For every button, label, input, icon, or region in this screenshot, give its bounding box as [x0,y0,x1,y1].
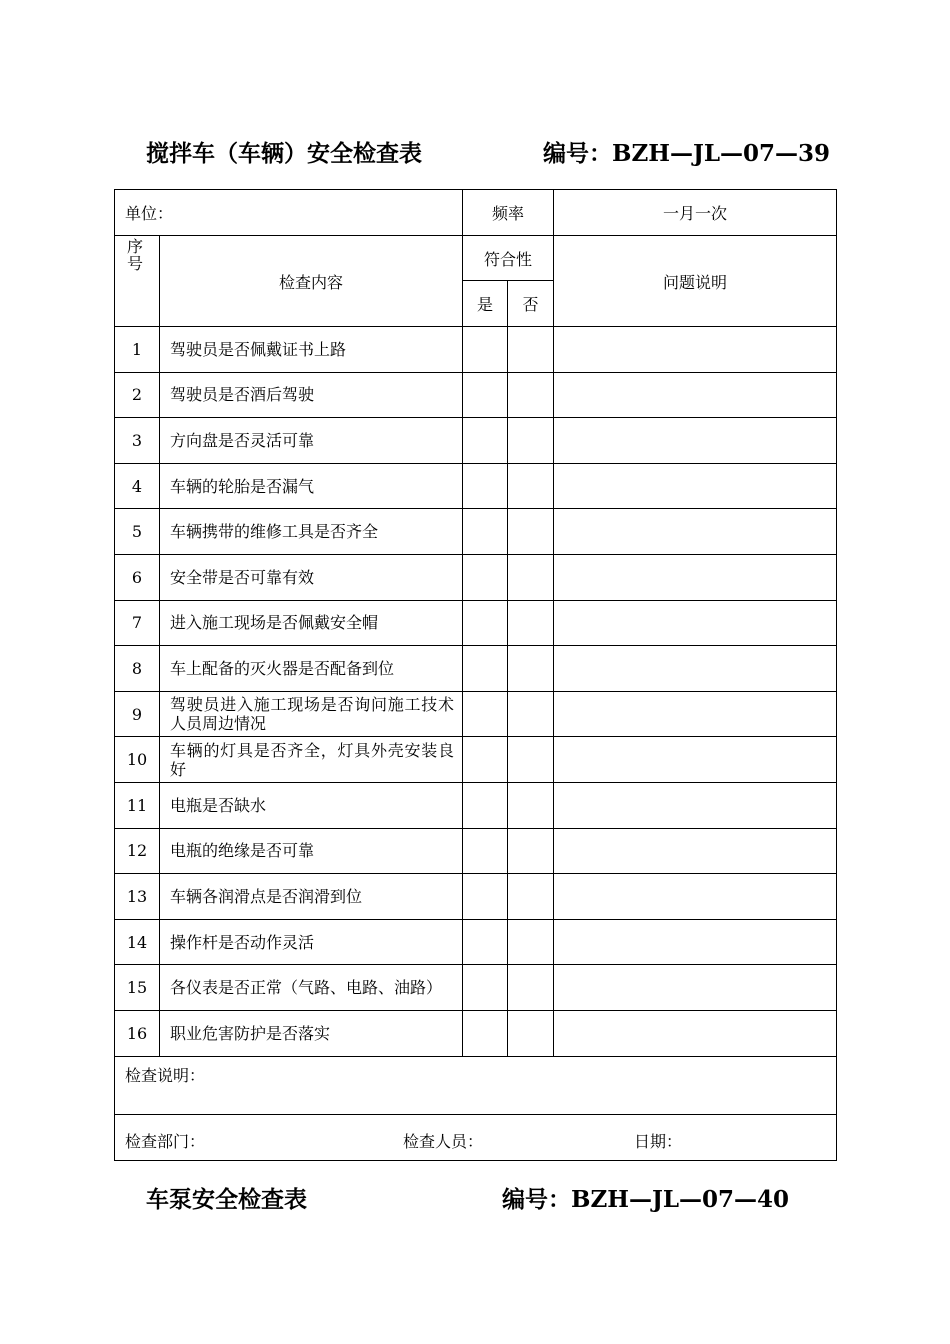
issue-cell[interactable] [554,463,837,509]
content-header: 检查内容 [160,236,463,327]
signature-row [115,1114,837,1160]
inspector-label: 检查人员： [403,1131,484,1151]
table-row [115,737,837,783]
issue-cell[interactable] [554,1010,837,1056]
check-item: 车辆的灯具是否齐全，灯具外壳安装良好 [160,737,463,783]
table-row [115,554,837,600]
date-label: 日期： [634,1131,683,1151]
form-code: 编号：BZH—JL—07—39 [543,140,831,167]
row-number: 2 [115,372,160,418]
table-row [115,509,837,555]
yes-cell[interactable] [463,782,508,828]
yes-cell[interactable] [463,965,508,1011]
check-item: 车辆携带的维修工具是否齐全 [160,509,463,555]
row-number: 13 [115,874,160,920]
no-cell[interactable] [508,327,554,373]
form-title: 搅拌车（车辆）安全检查表 [146,140,422,167]
issue-cell[interactable] [554,874,837,920]
table-row [115,372,837,418]
check-item: 驾驶员进入施工现场是否询问施工技术人员周边情况 [160,691,463,737]
notes-label: 检查说明： [125,1065,206,1085]
no-cell[interactable] [508,737,554,783]
check-item: 方向盘是否灵活可靠 [160,418,463,464]
row-number: 10 [115,737,160,783]
row-number: 12 [115,828,160,874]
issue-cell[interactable] [554,646,837,692]
issue-cell[interactable] [554,737,837,783]
yes-header: 是 [463,281,508,327]
table-row [115,1010,837,1056]
check-item: 操作杆是否动作灵活 [160,919,463,965]
no-cell[interactable] [508,965,554,1011]
row-number: 11 [115,782,160,828]
check-item: 电瓶的绝缘是否可靠 [160,828,463,874]
issue-cell[interactable] [554,554,837,600]
issue-cell[interactable] [554,509,837,555]
no-cell[interactable] [508,554,554,600]
yes-cell[interactable] [463,600,508,646]
check-item: 电瓶是否缺水 [160,782,463,828]
issue-cell[interactable] [554,828,837,874]
frequency-value: 一月一次 [554,190,837,236]
table-row [115,691,837,737]
row-number: 1 [115,327,160,373]
issue-cell[interactable] [554,372,837,418]
no-header: 否 [508,281,554,327]
no-cell[interactable] [508,509,554,555]
table-row [115,828,837,874]
yes-cell[interactable] [463,874,508,920]
check-item: 进入施工现场是否佩戴安全帽 [160,600,463,646]
table-row [115,418,837,464]
row-number: 4 [115,463,160,509]
dept-label: 检查部门： [125,1131,206,1151]
no-cell[interactable] [508,646,554,692]
yes-cell[interactable] [463,463,508,509]
check-item: 职业危害防护是否落实 [160,1010,463,1056]
no-cell[interactable] [508,828,554,874]
row-number: 5 [115,509,160,555]
no-cell[interactable] [508,1010,554,1056]
row-number: 16 [115,1010,160,1056]
row-number: 6 [115,554,160,600]
no-cell[interactable] [508,782,554,828]
table-row [115,965,837,1011]
issue-cell[interactable] [554,919,837,965]
issue-cell[interactable] [554,782,837,828]
check-item: 车上配备的灭火器是否配备到位 [160,646,463,692]
next-form-code: 编号：BZH—JL—07—40 [502,1186,790,1213]
yes-cell[interactable] [463,737,508,783]
check-item: 驾驶员是否酒后驾驶 [160,372,463,418]
no-cell[interactable] [508,372,554,418]
row-number: 9 [115,691,160,737]
yes-cell[interactable] [463,646,508,692]
frequency-label: 频率 [463,190,554,236]
table-row [115,646,837,692]
row-number: 14 [115,919,160,965]
yes-cell[interactable] [463,1010,508,1056]
row-number: 3 [115,418,160,464]
no-cell[interactable] [508,874,554,920]
yes-cell[interactable] [463,554,508,600]
table-row [115,600,837,646]
notes-row[interactable] [115,1056,837,1114]
issue-cell[interactable] [554,691,837,737]
issue-cell[interactable] [554,418,837,464]
table-row [115,327,837,373]
compliance-header: 符合性 [463,236,554,281]
table-row [115,874,837,920]
check-item: 各仪表是否正常（气路、电路、油路） [160,965,463,1011]
no-cell[interactable] [508,463,554,509]
no-cell[interactable] [508,919,554,965]
check-item: 驾驶员是否佩戴证书上路 [160,327,463,373]
no-cell[interactable] [508,691,554,737]
yes-cell[interactable] [463,372,508,418]
table-row [115,463,837,509]
check-item: 安全带是否可靠有效 [160,554,463,600]
yes-cell[interactable] [463,828,508,874]
check-item: 车辆各润滑点是否润滑到位 [160,874,463,920]
inspection-table [114,189,837,1161]
issue-cell[interactable] [554,600,837,646]
no-cell[interactable] [508,600,554,646]
table-row [115,782,837,828]
issue-cell[interactable] [554,965,837,1011]
row-number: 8 [115,646,160,692]
yes-cell[interactable] [463,509,508,555]
row-number: 15 [115,965,160,1011]
next-form-title: 车泵安全检查表 [146,1186,307,1213]
check-item: 车辆的轮胎是否漏气 [160,463,463,509]
issue-cell[interactable] [554,327,837,373]
seq-header: 序号 [115,236,160,327]
yes-cell[interactable] [463,327,508,373]
issue-header: 问题说明 [554,236,837,327]
yes-cell[interactable] [463,919,508,965]
yes-cell[interactable] [463,691,508,737]
unit-label: 单位： [115,190,463,236]
no-cell[interactable] [508,418,554,464]
row-number: 7 [115,600,160,646]
yes-cell[interactable] [463,418,508,464]
table-row [115,919,837,965]
